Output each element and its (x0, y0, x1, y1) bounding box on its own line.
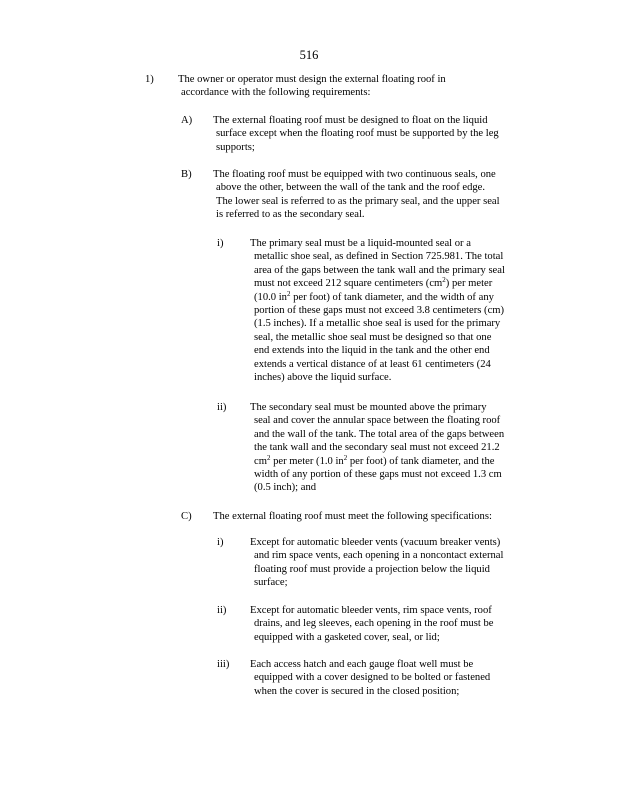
text-line: The external floating roof must be designed to float on the liquid (213, 115, 488, 126)
item-label-B-i: i) (217, 238, 224, 249)
item-label-C-i: i) (217, 537, 224, 548)
text-line: Except for automatic bleeder vents (vacuum breaker vents) (250, 537, 501, 548)
text-line: end extends into the liquid in the tank and the other end (254, 345, 490, 357)
item-label-A: A) (181, 115, 193, 126)
text-line: and the wall of the tank. The total area of the gaps between (254, 428, 505, 440)
text-line: The owner or operator must design the external floating roof in (178, 74, 446, 85)
text-line: accordance with the following requirements: (181, 87, 371, 99)
paragraph-1 (178, 73, 446, 100)
text-line: area of the gaps between the tank wall and the primary seal (254, 264, 505, 276)
paragraph-B-i (250, 237, 505, 384)
text-line: and rim space vents, each opening in a noncontact external (254, 550, 504, 562)
paragraph-A (213, 114, 499, 154)
text-line: seal, the metallic shoe seal must be designed so that one (254, 331, 492, 343)
paragraph-B (213, 168, 500, 222)
paragraph-C-ii (250, 604, 493, 644)
text-line: portion of these gaps must not exceed 3.8 centimeters (cm) (254, 305, 505, 317)
item-label-B: B) (181, 169, 192, 180)
text-line: The floating roof must be equipped with two continuous seals, one (213, 169, 496, 180)
page-number: 516 (299, 48, 319, 62)
text-line: (0.5 inch); and (254, 482, 317, 494)
item-label-C: C) (181, 511, 192, 522)
text-line: $cm^2$ per meter (1.0 $in^2$ per foot) of tank diameter, and the (254, 453, 495, 467)
text-line: The primary seal must be a liquid-mounted seal or a (250, 238, 471, 249)
text-line: equipped with a cover designed to be bolted or fastened (254, 672, 491, 684)
paragraph-B-ii (250, 401, 504, 495)
text-line: Each access hatch and each gauge float well must be (250, 659, 474, 670)
text-line: when the cover is secured in the closed position; (254, 685, 460, 697)
text-line: The secondary seal must be mounted above the primary (250, 402, 487, 413)
paragraph-C-i (250, 536, 503, 590)
text-line: supports; (216, 141, 255, 153)
text-line: Except for automatic bleeder vents, rim space vents, roof (250, 605, 492, 616)
text-line: The external floating roof must meet the following specifications: (213, 511, 492, 522)
text-line: equipped with a gasketed cover, seal, or lid; (254, 631, 440, 643)
paragraph-C-iii (250, 658, 490, 698)
text-line: surface except when the floating roof must be supported by the leg (216, 128, 499, 140)
text-line: metallic shoe seal, as defined in Section 725.981. The total (254, 251, 504, 263)
text-line: (1.5 inches). If a metallic shoe seal is used for the primary (254, 318, 501, 330)
text-line: must not exceed 212 square centimeters $(cm^2)$ per meter (254, 276, 493, 290)
item-label-1: 1) (145, 74, 154, 85)
text-line: extends a vertical distance of at least 61 centimeters (24 (254, 358, 491, 370)
text-line: inches) above the liquid surface. (254, 372, 392, 384)
text-line: the tank wall and the secondary seal must not exceed 21.2 (254, 442, 500, 454)
text-line: (10.0 $in^2$ per foot) of tank diameter, and the width of any (254, 289, 494, 303)
text-line: The lower seal is referred to as the primary seal, and the upper seal (216, 195, 500, 207)
text-line: surface; (254, 577, 288, 589)
text-line: drains, and leg sleeves, each opening in the roof must be (254, 618, 494, 630)
text-line: width of any portion of these gaps must not exceed 1.3 cm (254, 469, 502, 481)
text-line: seal and cover the annular space between the floating roof (254, 415, 501, 427)
text-line: is referred to as the secondary seal. (216, 209, 365, 221)
text-line: floating roof must provide a projection below the liquid (254, 563, 490, 575)
item-label-B-ii: ii) (217, 402, 227, 413)
item-label-C-iii: iii) (217, 659, 230, 670)
paragraph-C (213, 510, 492, 523)
text-line: above the other, between the wall of the tank and the roof edge. (216, 182, 486, 194)
item-label-C-ii: ii) (217, 605, 227, 616)
